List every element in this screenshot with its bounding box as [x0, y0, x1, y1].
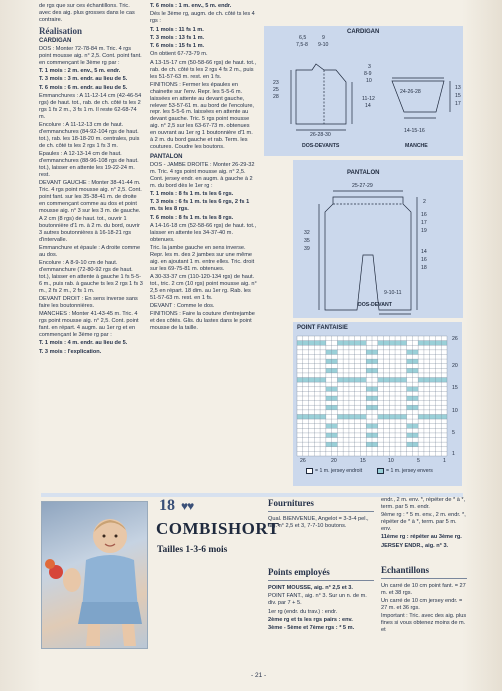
envers-cell: [309, 341, 315, 346]
envers-cell: [407, 433, 413, 438]
envers-cell: [297, 414, 303, 419]
envers-cell: [378, 414, 384, 419]
envers-cell: [430, 378, 436, 383]
para: Dès le 3ème rg, augm. de ch. côté ts les 4 rgs :: [150, 11, 255, 25]
grid-col-label: 10: [388, 458, 394, 464]
envers-cell: [326, 387, 332, 392]
para: T. 3 mois : 13 fs 1 m.: [150, 34, 205, 41]
diagram-caption: DOS-DEVANT: [358, 302, 392, 308]
envers-cell: [337, 378, 343, 383]
envers-cell: [412, 350, 418, 355]
envers-cell: [349, 341, 355, 346]
envers-cell: [326, 405, 332, 410]
envers-cell: [320, 378, 326, 383]
envers-cell: [418, 341, 424, 346]
para: Encolure : A 8-9-10 cm de haut. d'emmanchure (72-80-92 rgs de haut. tot.), laisser en attente à gauche 1 fs 5-5-6 m., puis rab. à gauche ts les 2 rgs 1 fs 3 m., 2 fs 2 m., 2 fs 1 m.: [39, 260, 143, 294]
envers-cell: [326, 424, 332, 429]
envers-cell: [412, 433, 418, 438]
dim-label: 32: [304, 230, 310, 236]
envers-cell: [401, 414, 407, 419]
para: POINT MOUSSE, aig. n° 2,5 et 3.: [268, 585, 353, 591]
para: DEVANT : Comme le dos.: [150, 303, 215, 310]
envers-cell: [332, 359, 338, 364]
envers-cell: [407, 424, 413, 429]
para: A 30-33-37 cm (110-120-134 rgs) de haut. tot., tric. 2 cm (10 rgs) point mousse aig. n° 2,5 en répart. 18 dim. au 1er rg. Rab. les 51-57-63 m. rest. en 1 fs.: [150, 274, 257, 301]
instructions-column-1: [39, 3, 143, 357]
envers-cell: [366, 396, 372, 401]
dim-label: 11-12: [362, 96, 375, 102]
envers-cell: [297, 341, 303, 346]
diagram-caption: MANCHE: [405, 143, 428, 149]
stitch-grid-title: POINT FANTAISIE: [297, 325, 348, 331]
envers-cell: [407, 387, 413, 392]
envers-cell: [412, 368, 418, 373]
envers-cell: [401, 341, 407, 346]
cardigan-diagram-title: CARDIGAN: [347, 29, 380, 35]
envers-cell: [314, 378, 320, 383]
dim-label: 16: [421, 212, 427, 218]
envers-cell: [412, 396, 418, 401]
envers-cell: [372, 387, 378, 392]
instructions-column-2: [150, 3, 257, 334]
para: T. 1 mois : 8 fs 1 m. ts les 6 rgs.: [150, 191, 234, 198]
envers-cell: [366, 424, 372, 429]
dim-label: 13: [455, 85, 461, 91]
grid-col-label: 26: [300, 458, 306, 464]
para: T. 6 mois : 1 m. env., 5 m. endr.: [150, 3, 232, 9]
envers-cell: [395, 341, 401, 346]
para: 3ème - 5ème et 7ème rgs : * 5 m.: [268, 625, 355, 632]
para: DEVANT GAUCHE : Monter 38-41-44 m. Tric. 4 rgs point mousse aig. n° 2,5. Cont. point fant. sur les 35-38-41 m. de droite en commençant comme au dos et point mousse aig. n° 3 sur les 3 m. de gauche.: [39, 179, 142, 214]
dim-label: 16: [421, 257, 427, 263]
dim-label: 18: [421, 265, 427, 271]
dim-label: 9-10: [318, 42, 329, 48]
grid-row-label: 20: [452, 363, 458, 369]
pattern-title: COMBISHORT: [156, 519, 280, 538]
para: 2ème rg et ts les rgs pairs : env.: [268, 616, 353, 623]
envers-cell: [424, 341, 430, 346]
realisation-heading: Réalisation: [39, 25, 83, 36]
dim-label: 17: [421, 220, 427, 226]
envers-cell: [378, 378, 384, 383]
grid-row-label: 26: [452, 336, 458, 342]
pattern-sizes: Tailles 1-3-6 mois: [157, 545, 228, 555]
fournitures-heading: Fournitures: [268, 498, 314, 508]
dim-label: 19: [421, 228, 427, 234]
para: Emmanchures : A 11-12-14 cm (42-46-54 rgs) de haut. tot., rab. de ch. côté ts les 2 rgs 1 fs 2 m., 3 fs 1 m. Il reste 62-68-74 m.: [39, 92, 142, 120]
grid-row-label: 15: [452, 385, 458, 391]
para: JERSEY ENDR., aig. n° 3.: [381, 542, 449, 549]
difficulty-hearts-icon: ♥♥: [181, 499, 194, 513]
envers-cell: [366, 442, 372, 447]
instructions-column-4: [381, 497, 467, 551]
para: T. 1 mois : 2 m. env., 5 m. endr.: [39, 68, 121, 75]
envers-cell: [355, 378, 361, 383]
envers-cell: [389, 378, 395, 383]
para: T. 1 mois : 11 fs 1 m.: [150, 26, 204, 33]
stitch-chart: [297, 336, 457, 456]
envers-cell: [366, 405, 372, 410]
legend-swatch-endroit: [306, 468, 313, 474]
dim-label: 8-9: [364, 71, 372, 77]
dim-label: 6,5: [299, 35, 307, 41]
dim-label: 26-28-30: [310, 132, 331, 138]
grid-col-label: 20: [331, 458, 337, 464]
envers-cell: [332, 350, 338, 355]
envers-cell: [326, 396, 332, 401]
baby-photo: [41, 501, 148, 649]
dim-label: 9-10-11: [384, 290, 402, 296]
envers-cell: [435, 341, 441, 346]
dim-label: 14: [365, 103, 371, 109]
envers-cell: [384, 378, 390, 383]
envers-cell: [360, 414, 366, 419]
envers-cell: [407, 442, 413, 447]
dim-label: 35: [304, 238, 310, 244]
envers-cell: [326, 350, 332, 355]
para: A 14-16-18 cm (52-58-66 rgs) de haut. tot., laisser en attente les 34-37-40 m. obtenues.: [150, 222, 257, 243]
dim-label: 10: [366, 78, 372, 84]
envers-cell: [372, 433, 378, 438]
envers-cell: [349, 378, 355, 383]
para: A 13-15-17 cm (50-58-66 rgs) de haut. tot., rab. de ch. côté ts les 2 rgs 4 fs 2 m., puis les 51-57-63 m. rest. en 1 fs.: [150, 59, 257, 80]
envers-cell: [435, 414, 441, 419]
para: DOS - JAMBE DROITE : Monter 26-29-32 m. Tric. 4 rgs point mousse aig. n° 2,5. Cont. jersey endr. en augm. à gauche à 2 m. du bord dès le 1er rg :: [150, 162, 255, 189]
envers-cell: [372, 359, 378, 364]
envers-cell: [303, 414, 309, 419]
envers-cell: [395, 414, 401, 419]
envers-cell: [349, 414, 355, 419]
dim-label: 25: [273, 87, 279, 93]
envers-cell: [366, 359, 372, 364]
legend-swatch-envers: [377, 468, 384, 474]
envers-cell: [366, 433, 372, 438]
intro-text: de rgs que sur ces échantillons. Tric. avec des aig. plus grosses dans le cas contraire.: [39, 3, 135, 23]
para: POINT FANT., aig. n° 3. Sur un n. de m. div. par 7 + 5.: [268, 593, 367, 607]
para: A 2 cm (8 rgs) de haut. tot., ouvrir 1 boutonnière d'1 m. à 2 m. du bord, ouvrir 3 autres boutonnières à 16-18-21 rgs d'intervalle.: [39, 215, 140, 243]
envers-cell: [412, 359, 418, 364]
echantillons-text: [381, 583, 467, 636]
envers-cell: [372, 368, 378, 373]
divider: [268, 511, 374, 512]
legend-endroit: = 1 m. jersey endroit: [315, 468, 363, 474]
grid-col-label: 5: [417, 458, 420, 464]
envers-cell: [309, 414, 315, 419]
para: T. 6 mois : 8 fs 1 m. ts les 8 rgs.: [150, 214, 234, 221]
para: T. 3 mois : 6 fs 1 m. ts les 6 rgs, 2 fs 1 m. ts les 8 rgs.: [150, 199, 250, 213]
grid-row-label: 5: [452, 430, 455, 436]
grid-col-label: 15: [360, 458, 366, 464]
envers-cell: [418, 414, 424, 419]
envers-cell: [320, 414, 326, 419]
echantillons-heading: Echantillons: [381, 565, 430, 575]
pantalon-schematic: [293, 160, 463, 318]
envers-cell: [372, 350, 378, 355]
para: Emmanchure et épaule : A droite comme au dos.: [39, 244, 141, 258]
envers-cell: [384, 341, 390, 346]
envers-cell: [326, 442, 332, 447]
para: T. 6 mois : 6 m. endr. au lieu de 5.: [39, 84, 128, 91]
envers-cell: [303, 378, 309, 383]
para: 9ème rg : * 5 m. env., 2 m. endr. *, répéter de * à *, term. par 5 m. env.: [381, 512, 466, 533]
envers-cell: [332, 433, 338, 438]
envers-cell: [360, 341, 366, 346]
envers-cell: [430, 414, 436, 419]
page-number: - 21 -: [251, 672, 267, 679]
envers-cell: [441, 414, 447, 419]
envers-cell: [303, 341, 309, 346]
envers-cell: [418, 378, 424, 383]
envers-cell: [332, 424, 338, 429]
envers-cell: [424, 378, 430, 383]
envers-cell: [412, 442, 418, 447]
dim-label: 7,5-8: [296, 42, 308, 48]
para: Tric. la jambe gauche en sens inverse. Repr. les m. des 2 jambes sur une même aig. en ajoutant 1 m. entre elles. Tric. droit sur les 69-75-81 m. obtenues.: [150, 245, 255, 272]
envers-cell: [309, 378, 315, 383]
para: On obtient 67-73-79 m.: [150, 51, 208, 58]
points-heading: Points employés: [268, 567, 330, 577]
envers-cell: [360, 378, 366, 383]
dim-label: 25-27-29: [352, 183, 373, 189]
envers-cell: [355, 341, 361, 346]
para: 1er rg (endr. du trav.) : endr.: [268, 608, 338, 615]
divider: [381, 578, 467, 579]
envers-cell: [326, 433, 332, 438]
envers-cell: [314, 414, 320, 419]
envers-cell: [389, 414, 395, 419]
dim-label: 14-15-16: [404, 128, 425, 134]
para: DEVANT DROIT : En sens inverse sans faire les boutonnières.: [39, 296, 138, 309]
envers-cell: [372, 442, 378, 447]
fournitures-text: [268, 516, 374, 531]
dim-label: 3: [368, 64, 371, 70]
dim-label: 28: [273, 94, 279, 100]
envers-cell: [424, 414, 430, 419]
para: T. 1 mois : 4 m. endr. au lieu de 5.: [39, 340, 128, 347]
pattern-number: 18: [159, 497, 175, 514]
dim-label: 9: [322, 35, 325, 41]
grid-row-label: 1: [452, 451, 455, 457]
envers-cell: [412, 387, 418, 392]
envers-cell: [332, 396, 338, 401]
envers-cell: [412, 405, 418, 410]
para: T. 3 mois : l'explication.: [39, 348, 102, 355]
envers-cell: [430, 341, 436, 346]
envers-cell: [372, 424, 378, 429]
envers-cell: [378, 341, 384, 346]
envers-cell: [441, 378, 447, 383]
para: Un carré de 10 cm jersey endr. = 27 m. et 36 rgs.: [381, 598, 463, 612]
points-text: [268, 585, 374, 633]
para: DOS : Monter 72-78-84 m. Tric. 4 rgs point mousse aig. n° 2,5. Cont. point fant. en commençant le 3ème rg par :: [39, 45, 142, 66]
cardigan-schematic: [264, 26, 464, 156]
envers-cell: [366, 350, 372, 355]
cardigan-heading: CARDIGAN: [39, 37, 72, 44]
envers-cell: [401, 378, 407, 383]
dim-label: 23: [273, 80, 279, 86]
envers-cell: [407, 405, 413, 410]
envers-cell: [395, 378, 401, 383]
baby-illustration: [42, 502, 149, 650]
envers-cell: [297, 378, 303, 383]
grid-col-label: 1: [443, 458, 446, 464]
envers-cell: [355, 414, 361, 419]
envers-cell: [407, 396, 413, 401]
dim-label: 24-26-28: [400, 89, 421, 95]
para: Important : Tric. avec des aig. plus fines si vous obtenez moins de m. et: [381, 613, 467, 634]
envers-cell: [366, 387, 372, 392]
envers-cell: [372, 405, 378, 410]
envers-cell: [337, 414, 343, 419]
grid-row-label: 10: [452, 408, 458, 414]
para: endr., 2 m. env. *, répéter de * à *, term. par 5 m. endr.: [381, 497, 466, 510]
envers-cell: [332, 442, 338, 447]
dim-label: 17: [455, 101, 461, 107]
para: Encolure : A 11-12-13 cm de haut. d'emmanchures (84-92-104 rgs de haut. tot.), rab. les 18-18-20 m. centrales, puis de ch. côté ts les 2 rgs 1 fs 3 m.: [39, 121, 140, 149]
para: T. 3 mois : 3 m. endr. au lieu de 5.: [39, 76, 128, 83]
envers-cell: [441, 341, 447, 346]
envers-cell: [372, 396, 378, 401]
para: 11ème rg : répéter au 3ème rg.: [381, 534, 462, 541]
envers-cell: [389, 341, 395, 346]
legend-envers: = 1 m. jersey envers: [386, 468, 433, 474]
pantalon-diagram-title: PANTALON: [347, 170, 380, 176]
para: T. 6 mois : 15 fs 1 m.: [150, 43, 205, 50]
dim-label: 39: [304, 246, 310, 252]
para: FINITIONS : Fermer les épaules en chainette sur l'env. Repr. les 5-5-6 m. laissées en attente au devant gauche, relever 53-57-61 m. au bord de l'encolure, repr. les 5-5-6 m. laissées en attente au devant gauche. Tric. 5 rgs point mousse aig. n° 2,5 sur les 63-67-73 m. obtenues en ouvrant au 1er rg 1 boutonnière d'1 m. à 2 m. du bord gauche et rab. Term. les coutures. Coudre les boutons.: [150, 81, 254, 150]
envers-cell: [407, 368, 413, 373]
envers-cell: [407, 359, 413, 364]
envers-cell: [343, 341, 349, 346]
envers-cell: [412, 424, 418, 429]
envers-cell: [320, 341, 326, 346]
envers-cell: [366, 368, 372, 373]
envers-cell: [326, 359, 332, 364]
dim-label: 14: [421, 249, 427, 255]
para: FINITIONS : Faire la couture d'entrejambe et des côtés. Glis. du lastex dans le point mousse de la taille.: [150, 311, 255, 332]
divider: [268, 580, 374, 581]
envers-cell: [343, 378, 349, 383]
envers-cell: [332, 368, 338, 373]
envers-cell: [332, 405, 338, 410]
para: Epaules : A 12-13-14 cm de haut. d'emmanchures (88-96-108 rgs de haut. tot.), laisser en attente les 19-22-24 m. rest.: [39, 150, 139, 178]
envers-cell: [407, 350, 413, 355]
envers-cell: [384, 414, 390, 419]
pantalon-heading: PANTALON: [150, 153, 183, 160]
diagram-caption: DOS-DEVANTS: [302, 143, 340, 149]
envers-cell: [435, 378, 441, 383]
envers-cell: [326, 368, 332, 373]
envers-cell: [314, 341, 320, 346]
dim-label: 15: [455, 93, 461, 99]
para: MANCHES : Monter 41-43-45 m. Tric. 4 rgs point mousse aig. n° 2,5. Cont. point fant. en répart. 4 augm. au 1er rg et en commençant le 3ème rg par :: [39, 311, 139, 338]
envers-cell: [332, 387, 338, 392]
para: Un carré de 10 cm point fant. = 27 m. et 38 rgs.: [381, 583, 466, 596]
envers-cell: [337, 341, 343, 346]
fournitures-body: Qual. BIENVENUE, Angelot = 3-3-4 pel., aig. n° 2,5 et 3, 7-7-10 boutons.: [268, 516, 369, 529]
envers-cell: [343, 414, 349, 419]
dim-label: 2: [423, 199, 426, 205]
